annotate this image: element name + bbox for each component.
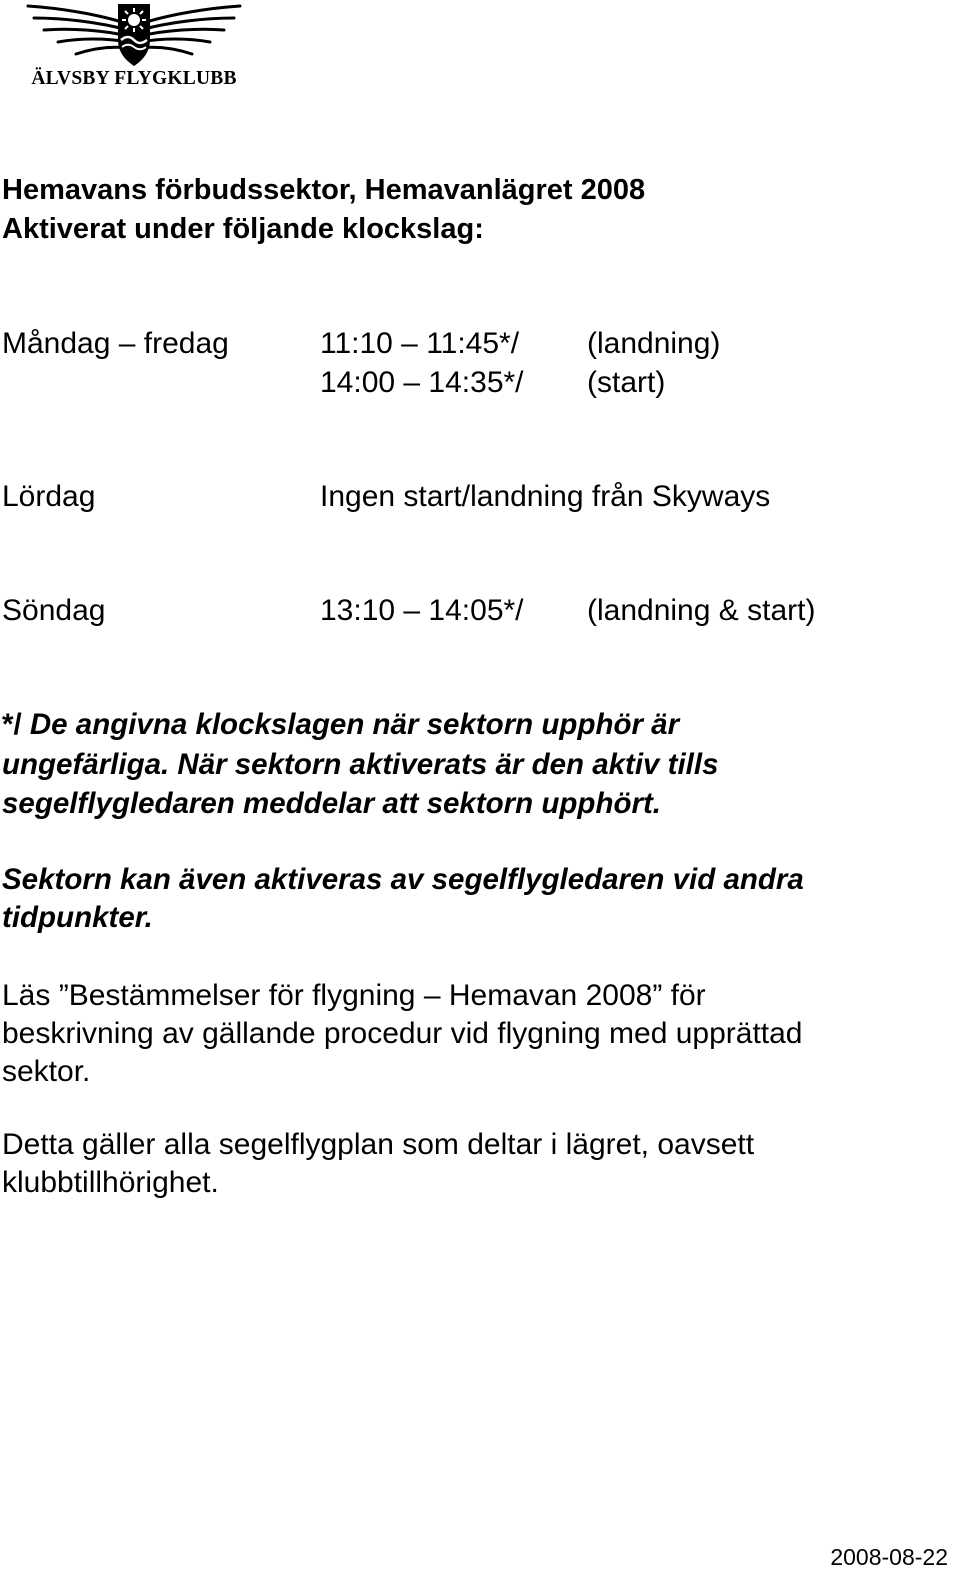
page-title: Hemavans förbudssektor, Hemavanlägret 2008	[2, 174, 646, 206]
paragraph-line: Detta gäller alla segelflygplan som deltar i lägret, oavsett	[2, 1128, 755, 1161]
schedule-note: (landning & start)	[587, 594, 816, 627]
schedule-time: Ingen start/landning från Skyways	[320, 480, 771, 513]
note-line: tidpunkter.	[2, 901, 153, 934]
club-logo	[18, 0, 250, 96]
document-date: 2008-08-22	[830, 1544, 948, 1570]
paragraph-line: Läs ”Bestämmelser för flygning – Hemavan 2008” för	[2, 979, 706, 1012]
page-subtitle: Aktiverat under följande klockslag:	[2, 213, 484, 245]
paragraph-line: beskrivning av gällande procedur vid flygning med upprättad	[2, 1017, 803, 1050]
paragraph-line: klubbtillhörighet.	[2, 1166, 219, 1199]
schedule-note: (start)	[587, 366, 666, 399]
schedule-time: 14:00 – 14:35*/	[320, 366, 524, 399]
paragraph-line: sektor.	[2, 1055, 91, 1088]
schedule-note: (landning)	[587, 327, 721, 360]
club-name-logo-text: ÄLVSBY FLYGKLUBB	[31, 68, 237, 89]
schedule-day: Måndag – fredag	[2, 327, 229, 360]
schedule-time: 11:10 – 11:45*/	[320, 327, 520, 360]
note-line: Sektorn kan även aktiveras av segelflygledaren vid andra	[2, 863, 804, 896]
schedule-day: Söndag	[2, 594, 106, 627]
schedule-time: 13:10 – 14:05*/	[320, 594, 524, 627]
footnote-marker: */	[2, 708, 30, 741]
footnote-line: segelflygledaren meddelar att sektorn upphört.	[2, 787, 661, 820]
footnote-line: ungefärliga. När sektorn aktiverats är den aktiv tills	[2, 748, 719, 781]
schedule-day: Lördag	[2, 480, 96, 513]
footnote-line: */ De angivna klockslagen när sektorn upphör är	[2, 708, 680, 741]
winged-emblem-icon	[18, 0, 250, 68]
